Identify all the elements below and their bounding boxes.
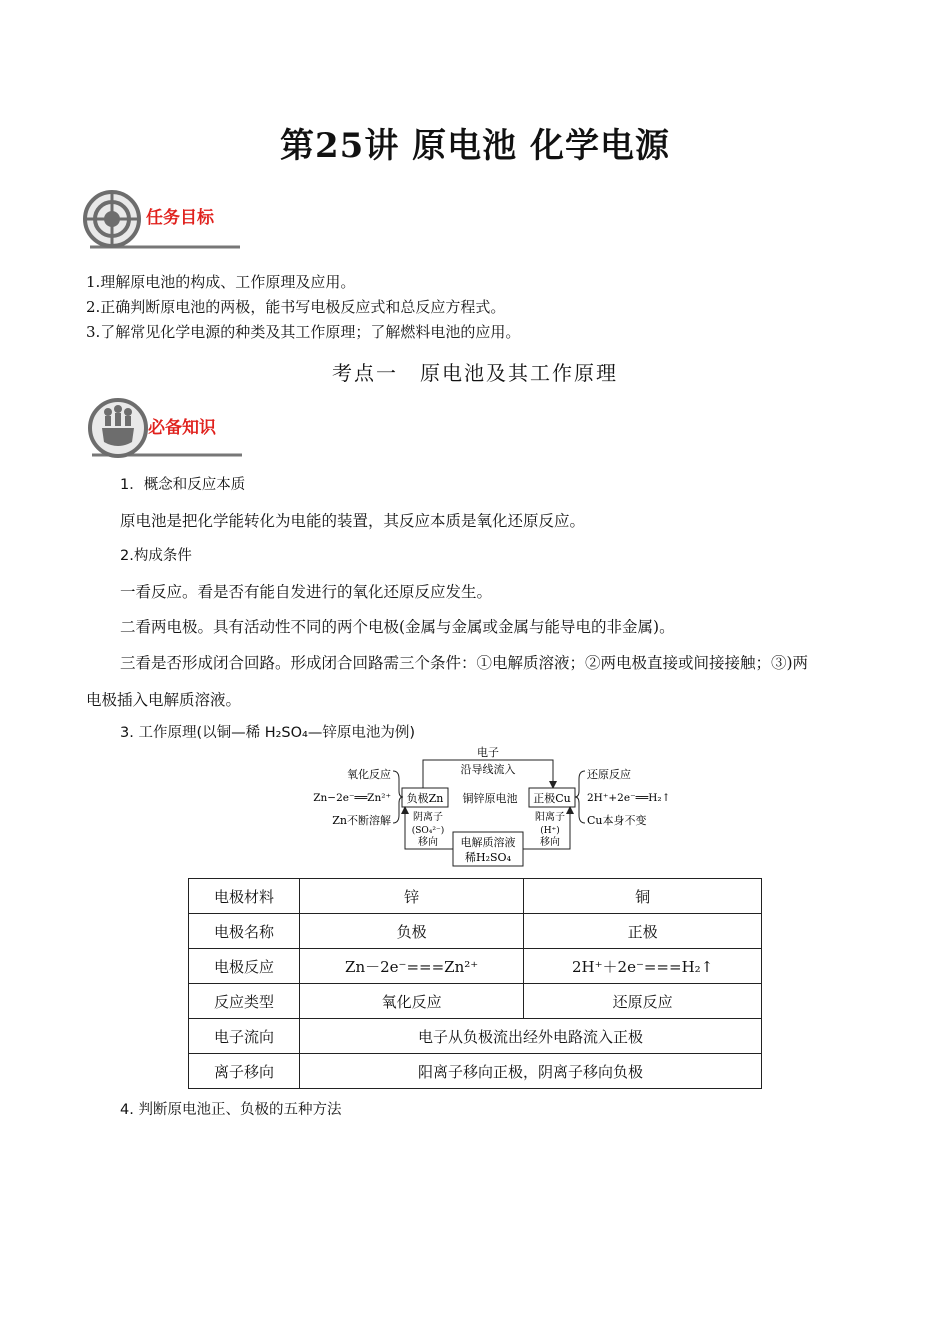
table-cell: 铜 — [524, 879, 762, 914]
table-cell-label: 反应类型 — [189, 984, 300, 1019]
diagram-electrolyte-2: 稀H₂SO₄ — [465, 851, 511, 864]
table-cell: Zn－2e⁻===Zn²⁺ — [300, 949, 524, 984]
diagram-anion-3: 移向 — [418, 837, 438, 848]
diagram-cell: 铜锌原电池 — [462, 792, 518, 805]
table-cell-label: 电极材料 — [189, 879, 300, 914]
heading-concept: 1．概念和反应本质 — [120, 477, 246, 493]
galvanic-cell-diagram — [305, 745, 685, 870]
table-row — [189, 1054, 762, 1089]
paragraph-condition-3: 三看是否形成闭合回路。形成闭合回路需三个条件：①电解质溶液；②两电极直接或间接接触；③)两 — [120, 654, 809, 672]
goal-item-2: 2.正确判断原电池的两极，能书写电极反应式和总反应方程式。 — [86, 298, 506, 316]
goal-item-1: 1.理解原电池的构成、工作原理及应用。 — [86, 273, 356, 291]
knowledge-badge — [82, 398, 252, 464]
diagram-h-eq: 2H⁺+2e⁻══H₂↑ — [587, 792, 671, 804]
table-row — [189, 949, 762, 984]
heading-five-methods: 4. 判断原电池正、负极的五种方法 — [120, 1102, 342, 1118]
diagram-electron: 电子 — [477, 746, 499, 759]
task-goal-label: 任务目标 — [146, 208, 214, 228]
table-row — [189, 1019, 762, 1054]
paragraph-concept: 原电池是把化学能转化为电能的装置，其反应本质是氧化还原反应。 — [120, 512, 586, 530]
table-cell-label: 电极名称 — [189, 914, 300, 949]
heading-principle: 3. 工作原理(以铜—稀 H₂SO₄—锌原电池为例) — [120, 725, 416, 741]
diagram-cation-3: 移向 — [540, 837, 560, 848]
diagram-anion-2: (SO₄²⁻) — [411, 826, 445, 836]
table-cell-label: 电极反应 — [189, 949, 300, 984]
diagram-oxidation: 氧化反应 — [347, 768, 391, 781]
table-cell: 还原反应 — [524, 984, 762, 1019]
knowledge-label: 必备知识 — [148, 418, 216, 438]
page-title: 第25讲 原电池 化学电源 — [280, 126, 670, 166]
diagram-wire: 沿导线流入 — [460, 763, 516, 776]
table-cell: 锌 — [300, 879, 524, 914]
table-cell: 2H⁺＋2e⁻===H₂↑ — [524, 949, 762, 984]
diagram-electrolyte-1: 电解质溶液 — [460, 836, 516, 849]
diagram-cation-2: (H⁺) — [540, 826, 560, 836]
diagram-zn-dissolve: Zn不断溶解 — [332, 814, 391, 827]
table-row — [189, 984, 762, 1019]
section-title: 考点一 原电池及其工作原理 — [332, 361, 618, 385]
diagram-reduction: 还原反应 — [587, 768, 631, 781]
electrode-table — [188, 878, 762, 1089]
paragraph-condition-3-cont: 电极插入电解质溶液。 — [86, 691, 242, 709]
diagram-anion-1: 阴离子 — [413, 812, 443, 823]
table-cell: 电子从负极流出经外电路流入正极 — [300, 1019, 762, 1054]
table-cell: 正极 — [524, 914, 762, 949]
goal-item-3: 3.了解常见化学电源的种类及其工作原理；了解燃料电池的应用。 — [86, 323, 521, 341]
diagram-cu-same: Cu本身不变 — [587, 814, 647, 827]
table-row — [189, 879, 762, 914]
task-goal-badge — [80, 188, 250, 254]
table-row — [189, 914, 762, 949]
diagram-cation-1: 阳离子 — [535, 812, 565, 823]
table-cell: 阳离子移向正极，阴离子移向负极 — [300, 1054, 762, 1089]
diagram-pos-box: 正极Cu — [533, 792, 571, 805]
table-cell: 氧化反应 — [300, 984, 524, 1019]
paragraph-condition-2: 二看两电极。具有活动性不同的两个电极(金属与金属或金属与能导电的非金属)。 — [120, 618, 675, 636]
table-cell: 负极 — [300, 914, 524, 949]
table-cell-label: 离子移向 — [189, 1054, 300, 1089]
diagram-zn-eq: Zn−2e⁻══Zn²⁺ — [313, 792, 391, 804]
heading-conditions: 2.构成条件 — [120, 548, 192, 564]
diagram-neg-box: 负极Zn — [406, 792, 444, 805]
paragraph-condition-1: 一看反应。看是否有能自发进行的氧化还原反应发生。 — [120, 583, 493, 601]
table-cell-label: 电子流向 — [189, 1019, 300, 1054]
